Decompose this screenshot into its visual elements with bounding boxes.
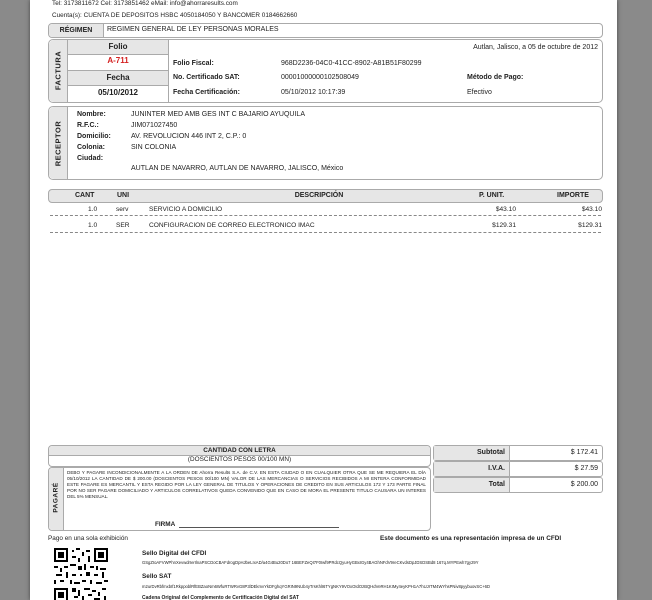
nombre-label: Nombre: (77, 111, 106, 118)
subtotal-row (433, 445, 603, 461)
pagare-side-label: PAGARÉ (52, 482, 60, 513)
row-uni: SER (116, 222, 130, 229)
total-label: Total (434, 478, 510, 492)
sello-sat-label: Sello SAT (142, 573, 172, 580)
folio-fiscal-value: 968D2236-04C0-41CC-8902-A81B51F80299 (281, 60, 422, 67)
cert-label: No. Certificado SAT: (173, 74, 240, 81)
items-header (48, 189, 603, 203)
firma-line (179, 527, 339, 528)
subtotal-label: Subtotal (434, 446, 510, 460)
fecha-value: 05/10/2012 (97, 88, 139, 97)
row-cant: 1.0 (88, 222, 98, 229)
folio-label: Folio (68, 40, 168, 55)
cert-value: 00001000000102508049 (281, 74, 359, 81)
sello-cfdi-value: GSgZIoAFVWPhnXevwdrIerIlnaPSCDoCBAFdrogDpHJbeLIxAD/a4G4Bu20Do7 16BEFZeQI7F0Iwf9PRdcQyuHyGBxIGy4BAGhNFdV9reCKvdsDpJDSDSBd8 167q.MYPEwh7gy29Y (142, 560, 479, 565)
col-importe: IMPORTE (557, 192, 589, 199)
iva-label: I.V.A. (434, 462, 510, 476)
row-cant: 1.0 (88, 206, 98, 213)
regimen-value: REGIMEN GENERAL DE LEY PERSONAS MORALES (107, 26, 279, 33)
fecha-cert-value: 05/10/2012 10:17:39 (281, 89, 346, 96)
folio-column (68, 40, 169, 102)
invoice-page (30, 0, 617, 600)
pagare-box (48, 467, 431, 531)
iva-row (433, 461, 603, 477)
iva-value: $ 27.59 (574, 465, 598, 472)
receptor-box (48, 106, 603, 180)
domicilio-label: Domicilio: (77, 133, 111, 140)
accounts-line: Cuenta(s): CUENTA DE DEPOSITOS HSBC 4050184050 Y BANCOMER 0184662660 (52, 12, 298, 19)
pagare-text: DEBO Y PAGARE INCONDICIONALMENTE A LA ORDEN DE Ahorra Results S.A. de C.V. EN ESTA CIUDAD O EN CUALQUIER OTRA QUE SE ME REQUIERA EL DÍA 05/10/2012 LA CANTIDAD DE $ 200.00 (DOSCIENTOS PESOS 00/100 MN) VALOR DE LAS MERCANCIAS O SERVICIOS RECIBIDOS A MI ENTERA CONFORMIDAD ESTE PAGARE ES MERCANTIL Y ESTA REGIDO POR LA LEY GENERAL DE TITULOS Y OPERACIONES DE CREDITO EN SUS ARTICULOS 172 Y 173 PARTE FINAL POR NO SER PAGARE DOMICILIADO Y ARTICULOS CORRELATIVOS QUEDA CONVENIDO QUE EN CASO DE MORA EL PRESENTE TITULO CAUSARA UN INTERES DEL 5% MENSUAL. (67, 470, 426, 500)
subtotal-value: $ 172.41 (570, 449, 598, 456)
firma-label: FIRMA (155, 521, 176, 528)
row-punit: $129.31 (492, 222, 516, 229)
col-uni: UNI (117, 192, 130, 199)
col-punit: P. UNIT. (479, 192, 505, 199)
receptor-side-label: RECEPTOR (53, 120, 63, 167)
colonia-label: Colonia: (77, 144, 105, 151)
folio-value: A-711 (107, 56, 129, 65)
factura-side-label: FACTURA (53, 50, 63, 91)
total-value: $ 200.00 (570, 481, 598, 488)
regimen-label: RÉGIMEN (49, 24, 104, 37)
fecha-cert-label: Fecha Certificación: (173, 89, 240, 96)
ciudad-label: Ciudad: (77, 155, 104, 162)
cantidad-letra-value: (DOSCIENTOS PESOS 00/100 MN) (187, 456, 292, 463)
rfc-value: JIM071027450 (131, 122, 178, 129)
row-importe: $43.10 (581, 206, 602, 213)
col-desc: DESCRIPCIÓN (294, 192, 344, 199)
row-desc: SERVICIO A DOMICILIO (149, 206, 223, 213)
regimen-box (48, 23, 603, 38)
folio-fiscal-label: Folio Fiscal: (173, 60, 214, 67)
row-divider (50, 215, 601, 216)
pago-text: Pago en una sola exhibición (48, 535, 128, 542)
cantidad-letra-title: CANTIDAD CON LETRA (49, 446, 430, 456)
row-punit: $43.10 (495, 206, 516, 213)
fecha-label: Fecha (68, 70, 168, 86)
metodo-label: Método de Pago: (467, 74, 524, 81)
sello-sat-value: m2urDvRbfmxbIf1RkppoblRfEBZaoNm6WfuRTWRvG8P3lDEkmvYkDFghqYGRIN9NUb4yTrsKhlI6TYgNKY9VOxOIdOzBQHdVeRH1KIMy4eyKPH1A7hUJrTM4WYhsPNiv8pyybuovSC+6D (142, 584, 491, 589)
cfdi-note: Este documento es una representación impresa de un CFDI (380, 535, 562, 542)
place-date: Autlan, Jalisco, a 05 de octubre de 2012 (473, 44, 598, 51)
ciudad-value: AUTLAN DE NAVARRO, AUTLAN DE NAVARRO, JALISCO, México (131, 165, 344, 172)
cantidad-letra-box (48, 445, 431, 467)
domicilio-value: AV. REVOLUCION 446 INT 2, C.P.: 0 (131, 133, 247, 140)
row-uni: serv (116, 206, 129, 213)
metodo-value: Efectivo (467, 89, 492, 96)
totals-box (433, 445, 601, 490)
factura-box (48, 39, 603, 103)
col-cant: CANT (75, 192, 95, 199)
contact-line: Tel: 3173811672 Cel: 3173851462 eMail: info@ahorraresults.com (52, 0, 238, 7)
row-divider (50, 232, 601, 233)
row-desc: CONFIGURACION DE CORREO ELECTRONICO IMAC (149, 222, 315, 229)
total-row (433, 477, 603, 493)
cadena-label: Cadena Original del Complemento de Certificación Digital del SAT (142, 595, 299, 600)
nombre-value: JUNINTER MED AMB GES INT C BAJARIO AYUQUILA (131, 111, 305, 118)
sello-cfdi-label: Sello Digital del CFDI (142, 550, 207, 557)
colonia-value: SIN COLONIA (131, 144, 177, 151)
qr-code (54, 548, 108, 600)
rfc-label: R.F.C.: (77, 122, 99, 129)
row-importe: $129.31 (578, 222, 602, 229)
qr-code-image (54, 548, 108, 600)
